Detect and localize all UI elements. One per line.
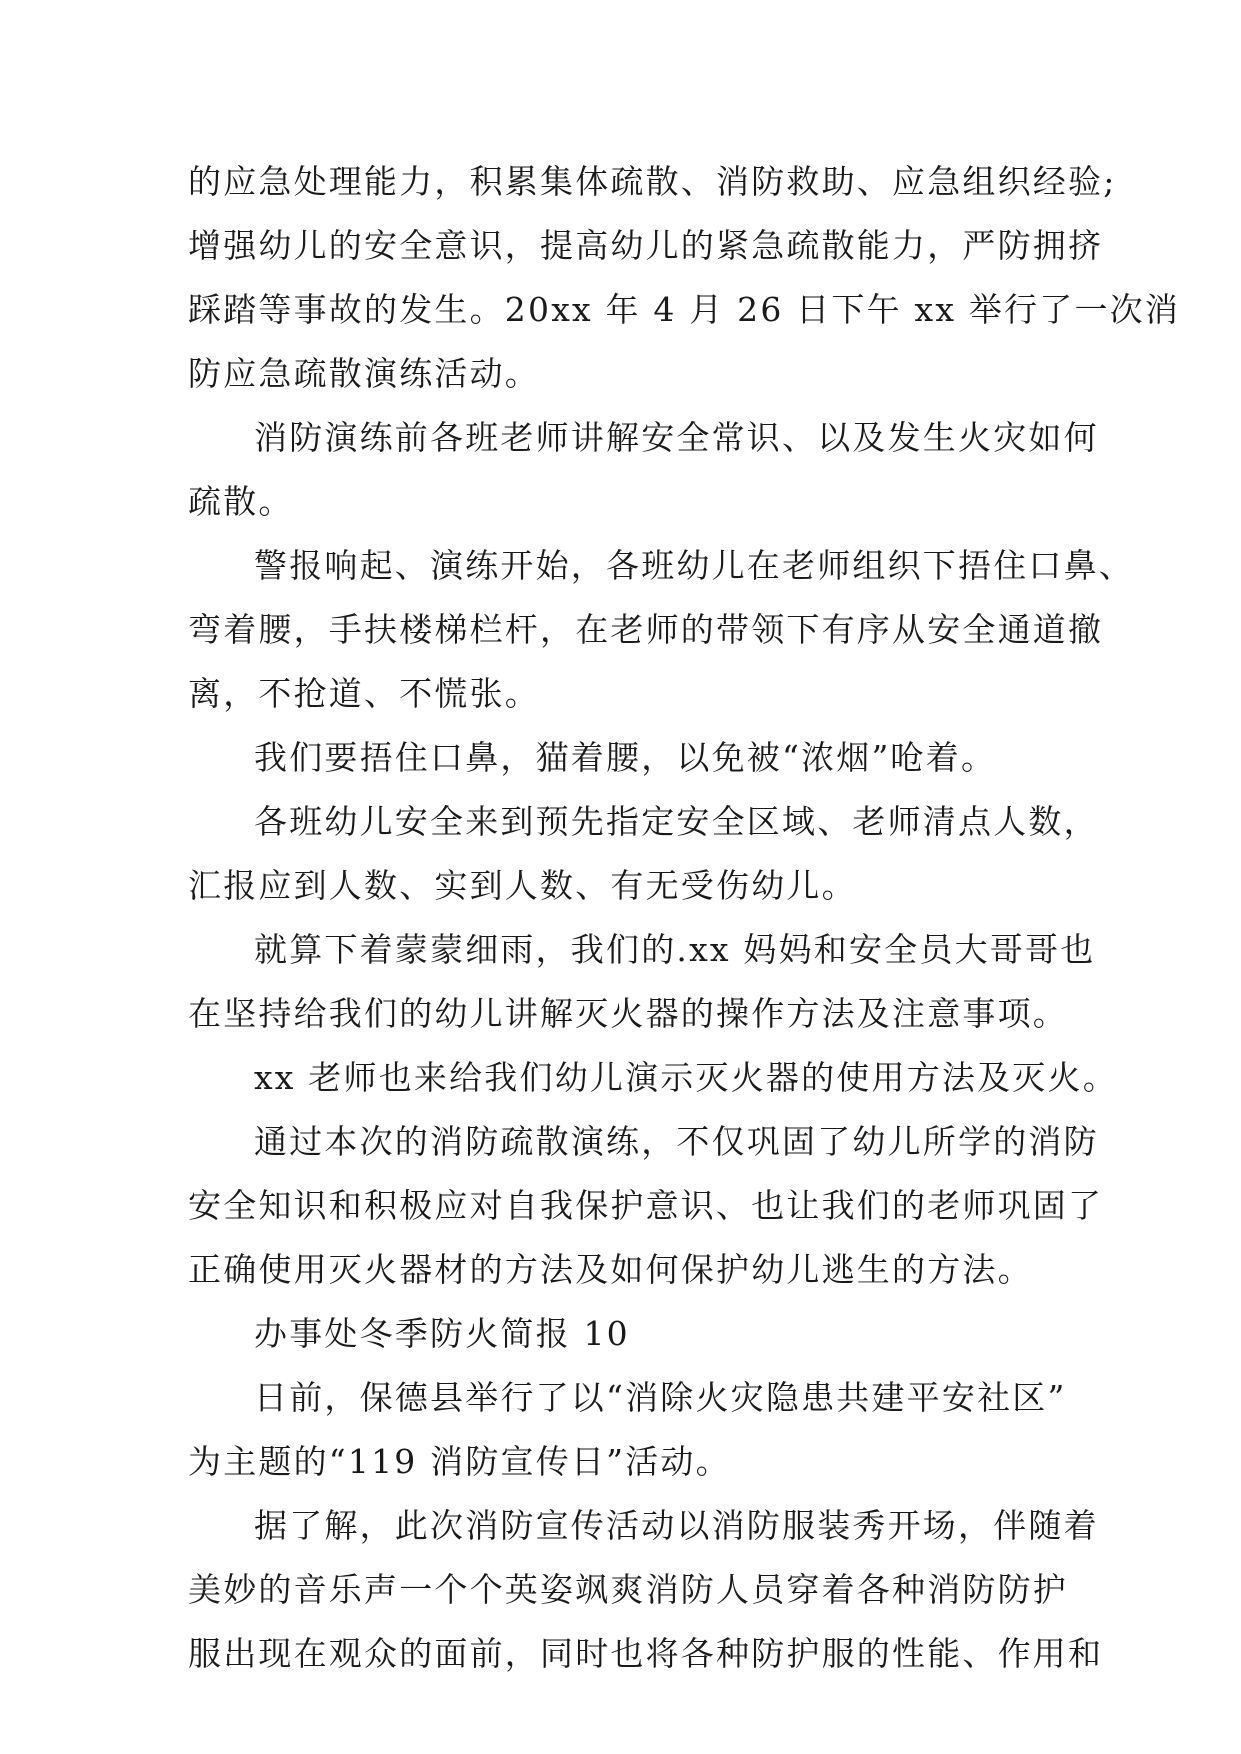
text-line: 离，不抢道、不慌张。 xyxy=(188,674,540,713)
paragraph-first-line: 各班幼儿安全来到预先指定安全区域、老师清点人数， xyxy=(254,802,1099,841)
text-line: 汇报应到人数、实到人数、有无受伤幼儿。 xyxy=(188,866,857,905)
text-line: 正确使用灭火器材的方法及如何保护幼儿逃生的方法。 xyxy=(188,1250,1033,1289)
text-line: 为主题的“119 消防宣传日”活动。 xyxy=(188,1442,731,1481)
paragraph-first-line: 消防演练前各班老师讲解安全常识、以及发生火灾如何 xyxy=(254,418,1099,457)
text-line: 安全知识和积极应对自我保护意识、也让我们的老师巩固了 xyxy=(188,1186,1104,1225)
paragraph-first-line: 通过本次的消防疏散演练，不仅巩固了幼儿所学的消防 xyxy=(254,1122,1099,1161)
section-heading: 办事处冬季防火简报 10 xyxy=(254,1314,630,1353)
paragraph-first-line: 警报响起、演练开始，各班幼儿在老师组织下捂住口鼻、 xyxy=(254,546,1134,585)
text-line: 在坚持给我们的幼儿讲解灭火器的操作方法及注意事项。 xyxy=(188,994,1068,1033)
text-line: 增强幼儿的安全意识，提高幼儿的紧急疏散能力，严防拥挤 xyxy=(188,226,1104,265)
text-line: 服出现在观众的面前，同时也将各种防护服的性能、作用和 xyxy=(188,1634,1104,1673)
text-line: 的应急处理能力，积累集体疏散、消防救助、应急组织经验; xyxy=(188,162,1117,201)
paragraph-first-line: xx 老师也来给我们幼儿演示灭火器的使用方法及灭火。 xyxy=(254,1058,1118,1097)
text-line: 防应急疏散演练活动。 xyxy=(188,354,540,393)
paragraph-first-line: 就算下着蒙蒙细雨，我们的.xx 妈妈和安全员大哥哥也 xyxy=(254,930,1096,969)
paragraph-first-line: 日前，保德县举行了以“消除火灾隐患共建平安社区” xyxy=(254,1378,1067,1417)
text-line: 美妙的音乐声一个个英姿飒爽消防人员穿着各种消防防护 xyxy=(188,1570,1068,1609)
paragraph-first-line: 我们要捂住口鼻，猫着腰，以免被“浓烟”呛着。 xyxy=(254,738,997,777)
text-line: 疏散。 xyxy=(188,482,294,521)
text-line: 踩踏等事故的发生。20xx 年 4 月 26 日下午 xx 举行了一次消 xyxy=(188,290,1181,329)
document-body xyxy=(188,150,1181,1686)
text-line: 弯着腰，手扶楼梯栏杆，在老师的带领下有序从安全通道撤 xyxy=(188,610,1104,649)
paragraph-first-line: 据了解，此次消防宣传活动以消防服装秀开场，伴随着 xyxy=(254,1506,1099,1545)
